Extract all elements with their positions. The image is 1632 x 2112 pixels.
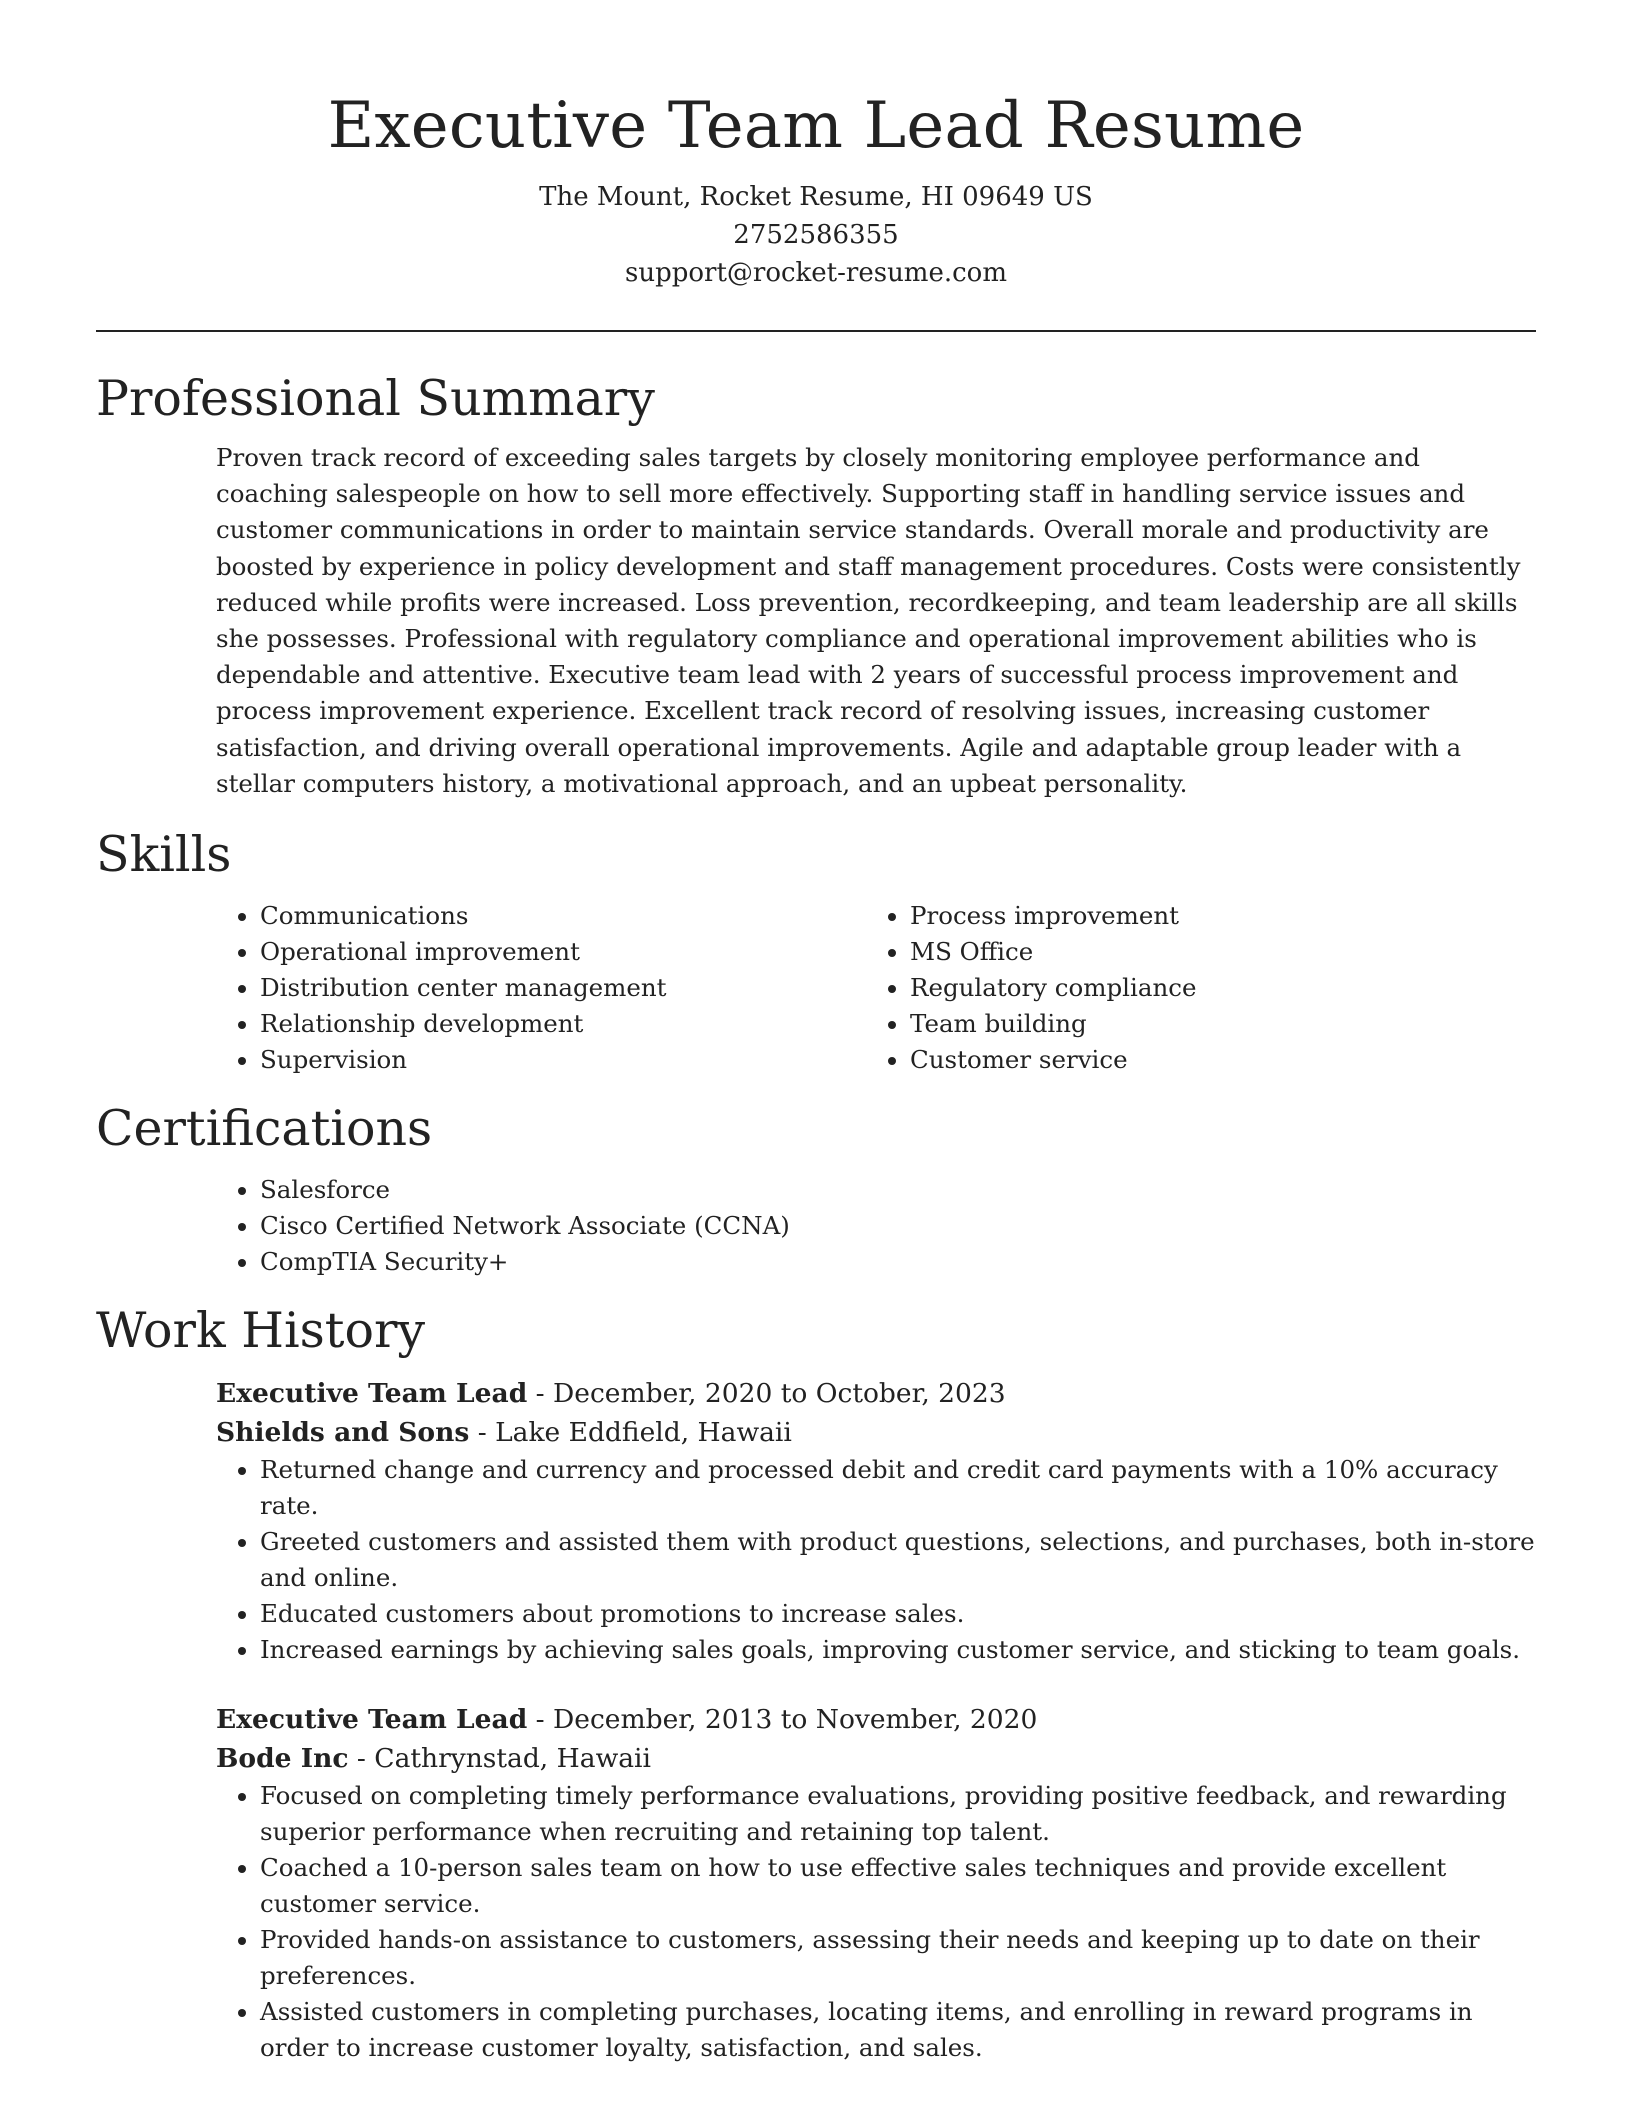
list-item: • Regulatory compliance xyxy=(910,970,1516,1006)
job-company-line xyxy=(216,1413,1536,1452)
job-location: - Lake Eddfield, Hawaii xyxy=(469,1417,792,1449)
list-item: • Educated customers about promotions to increase sales. xyxy=(260,1596,1536,1632)
work-history-heading: Work History xyxy=(96,1302,426,1360)
job-company: Shields and Sons xyxy=(216,1417,470,1449)
work-history-section xyxy=(96,1300,1536,2066)
resume-title: Executive Team Lead Resume xyxy=(327,89,1305,163)
summary-section xyxy=(96,368,1536,802)
job-title-line xyxy=(216,1700,1536,1739)
header-divider xyxy=(96,330,1536,332)
certifications-section xyxy=(96,1098,1536,1280)
list-item: • Provided hands-on assistance to customers, assessing their needs and keeping up to date on their preferences. xyxy=(260,1922,1536,1994)
list-item: • CompTIA Security+ xyxy=(260,1244,1536,1280)
list-item: • Focused on completing timely performance evaluations, providing positive feedback, and rewarding superior performance when recruiting and retaining top talent. xyxy=(260,1778,1536,1850)
summary-text: Proven track record of exceeding sales targets by closely monitoring employee performance and coaching salespeople on how to sell more effectively. Supporting staff in handling service issues and customer communications in order to maintain service standards. Overall morale and productivity are boosted by experience in policy development and staff management procedures. Costs were consistently reduced while profits were increased. Loss prevention, recordkeeping, and team leadership are all skills she possesses. Professional with regulatory compliance and operational improvement abilities who is dependable and attentive. Executive team lead with 2 years of successful process improvement and process improvement experience. Excellent track record of resolving issues, increasing customer satisfaction, and driving overall operational improvements. Agile and adaptable group leader with a stellar computers history, a motivational approach, and an upbeat personality. xyxy=(216,443,1521,798)
list-item: • Increased earnings by achieving sales goals, improving customer service, and sticking to team goals. xyxy=(260,1632,1536,1668)
job-title: Executive Team Lead xyxy=(216,1378,528,1410)
skills-list-left xyxy=(216,898,866,1078)
certifications-heading: Certifications xyxy=(96,1100,433,1158)
list-item: • Supervision xyxy=(260,1042,866,1078)
list-item: • Customer service xyxy=(910,1042,1516,1078)
list-item: • Communications xyxy=(260,898,866,934)
job-entry xyxy=(216,1700,1536,2066)
contact-info xyxy=(96,178,1536,292)
job-location: - Cathrynstad, Hawaii xyxy=(348,1743,651,1775)
job-bullets xyxy=(216,1452,1536,1668)
job-dates: - December, 2013 to November, 2020 xyxy=(527,1704,1038,1736)
certifications-list xyxy=(216,1172,1536,1280)
list-item: • Team building xyxy=(910,1006,1516,1042)
contact-phone: 2752586355 xyxy=(733,220,899,250)
list-item: • Relationship development xyxy=(260,1006,866,1042)
certifications-body xyxy=(216,1172,1536,1280)
job-dates: - December, 2020 to October, 2023 xyxy=(527,1378,1006,1410)
contact-email: support@rocket-resume.com xyxy=(624,258,1007,288)
job-title-line xyxy=(216,1374,1536,1413)
contact-address: The Mount, Rocket Resume, HI 09649 US xyxy=(539,182,1093,212)
job-entry xyxy=(216,1374,1536,1668)
list-item: • Salesforce xyxy=(260,1172,1536,1208)
resume-header xyxy=(96,0,1536,292)
list-item: • Coached a 10-person sales team on how to use effective sales techniques and provide excellent customer service. xyxy=(260,1850,1536,1922)
list-item: • Cisco Certified Network Associate (CCNA) xyxy=(260,1208,1536,1244)
job-title: Executive Team Lead xyxy=(216,1704,528,1736)
skills-columns xyxy=(216,898,1536,1078)
list-item: • Distribution center management xyxy=(260,970,866,1006)
job-company: Bode Inc xyxy=(216,1743,349,1775)
list-item: • Operational improvement xyxy=(260,934,866,970)
skills-heading: Skills xyxy=(96,826,232,884)
list-item: • MS Office xyxy=(910,934,1516,970)
skills-column-right xyxy=(866,898,1516,1078)
skills-column-left xyxy=(216,898,866,1078)
job-bullets xyxy=(216,1778,1536,2066)
skills-list-right xyxy=(866,898,1516,1078)
list-item: • Assisted customers in completing purchases, locating items, and enrolling in reward programs in order to increase customer loyalty, satisfaction, and sales. xyxy=(260,1994,1536,2066)
list-item: • Greeted customers and assisted them with product questions, selections, and purchases, both in-store and online. xyxy=(260,1524,1536,1596)
summary-heading: Professional Summary xyxy=(96,370,655,427)
list-item: • Process improvement xyxy=(910,898,1516,934)
job-company-line xyxy=(216,1739,1536,1778)
skills-section xyxy=(96,824,1536,1078)
list-item: • Returned change and currency and processed debit and credit card payments with a 10% accuracy rate. xyxy=(260,1452,1536,1524)
